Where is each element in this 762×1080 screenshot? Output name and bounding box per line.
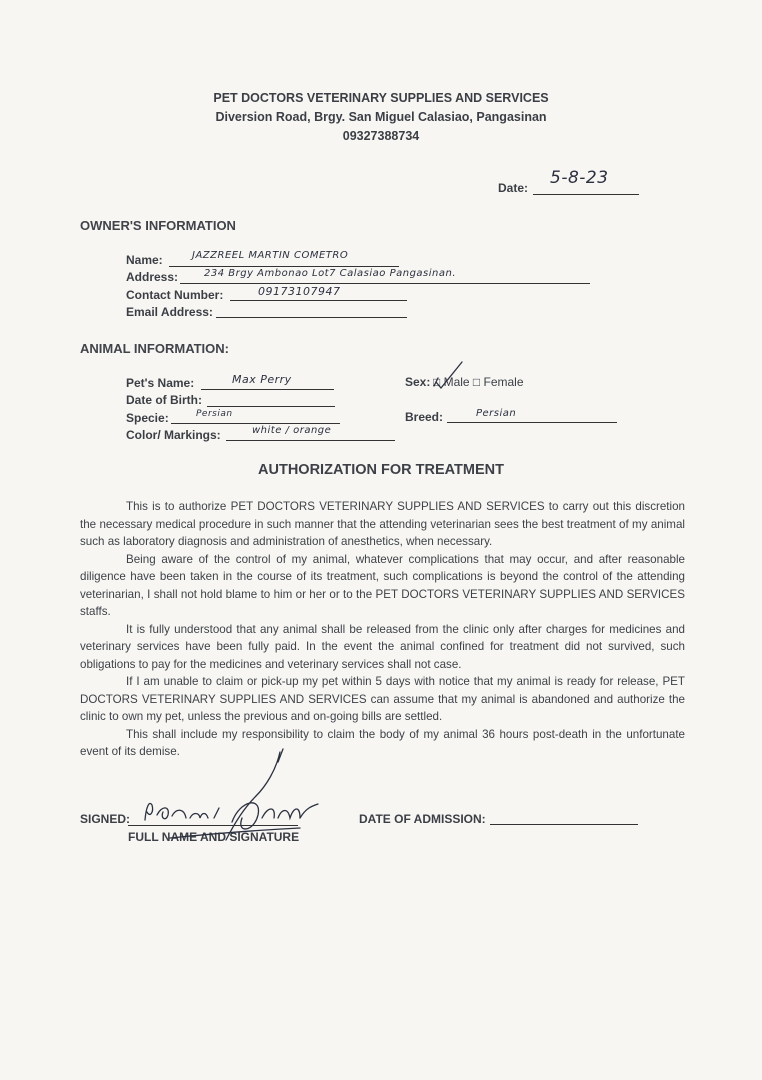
color-label: Color/ Markings: — [126, 428, 221, 442]
specie-label: Specie: — [126, 411, 169, 425]
company-name: PET DOCTORS VETERINARY SUPPLIES AND SERVICES — [213, 91, 549, 105]
owner-name-value: JAZZREEL MARTIN COMETRO — [192, 250, 349, 261]
authorization-paragraph: If I am unable to claim or pick-up my pet within 5 days with notice that my animal is ready for release, PET DOCTORS VETERINARY SUPPLIES AND SERVICES can assume that my animal is abandoned and authorize the clinic to own my pet, unless the previous and on-going bills are settled. — [80, 675, 685, 723]
authorization-paragraph: It is fully understood that any animal shall be released from the clinic only after charges for medicines and veterinary services have been fully paid. In the event the animal confined for treatment did not survived, such obligations to pay for the medicines and veterinary services shall not case. — [80, 622, 685, 671]
owner-heading: OWNER'S INFORMATION — [80, 218, 236, 233]
owner-contact-value: 09173107947 — [258, 285, 341, 298]
owner-name-label: Name: — [126, 253, 163, 267]
dob-label: Date of Birth: — [126, 393, 202, 407]
date-value: 5-8-23 — [550, 168, 609, 188]
date-label: Date: — [498, 181, 529, 195]
authorization-paragraph: Being aware of the control of my animal, whatever complications that may occur, and after reasonable diligence have been taken in the course of its treatment, such complications is beyond the control of the attending veterinarian, I shall not hold blame to him or her or to the PET DOCTORS VETERINARY SUPPLIES AND SERVICES staffs. — [80, 552, 685, 618]
owner-address-label: Address: — [126, 270, 179, 284]
full-name-label: FULL NAME AND SIGNATURE — [128, 830, 300, 844]
signed-label: SIGNED: — [80, 812, 131, 826]
admission-label: DATE OF ADMISSION: — [359, 812, 486, 826]
owner-contact-label: Contact Number: — [126, 288, 224, 302]
signature-scribble — [145, 749, 318, 840]
strike-line — [170, 828, 300, 838]
company-phone: 09327388734 — [342, 129, 420, 143]
authorization-title: AUTHORIZATION FOR TREATMENT — [258, 462, 504, 478]
pet-name-label: Pet's Name: — [126, 376, 195, 390]
authorization-paragraph: This is to authorize PET DOCTORS VETERINARY SUPPLIES AND SERVICES to carry out this discretion the necessary medical procedure in such manner that the attending veterinarian sees the best treatment of my animal such as laboratory diagnosis and administration of anesthetics, when necessary. — [80, 500, 685, 548]
breed-value: Persian — [476, 408, 517, 419]
authorization-paragraph: This shall include my responsibility to claim the body of my animal 36 hours post-death in the unfortunate event of its demise. — [80, 727, 685, 758]
owner-email-label: Email Address: — [126, 305, 213, 319]
pet-name-value: Max Perry — [232, 373, 292, 386]
sex-label: Sex: — [405, 375, 431, 389]
breed-label: Breed: — [405, 410, 444, 424]
color-value: white / orange — [252, 425, 332, 436]
animal-heading: ANIMAL INFORMATION: — [80, 341, 229, 356]
company-address: Diversion Road, Brgy. San Miguel Calasiao, Pangasinan — [215, 110, 547, 124]
owner-address-value: 234 Brgy Ambonao Lot7 Calasiao Pangasinan. — [204, 268, 457, 279]
specie-value: Persian — [196, 409, 233, 419]
sex-options: □ Male □ Female — [433, 375, 524, 389]
sex-check-mark — [434, 362, 462, 388]
